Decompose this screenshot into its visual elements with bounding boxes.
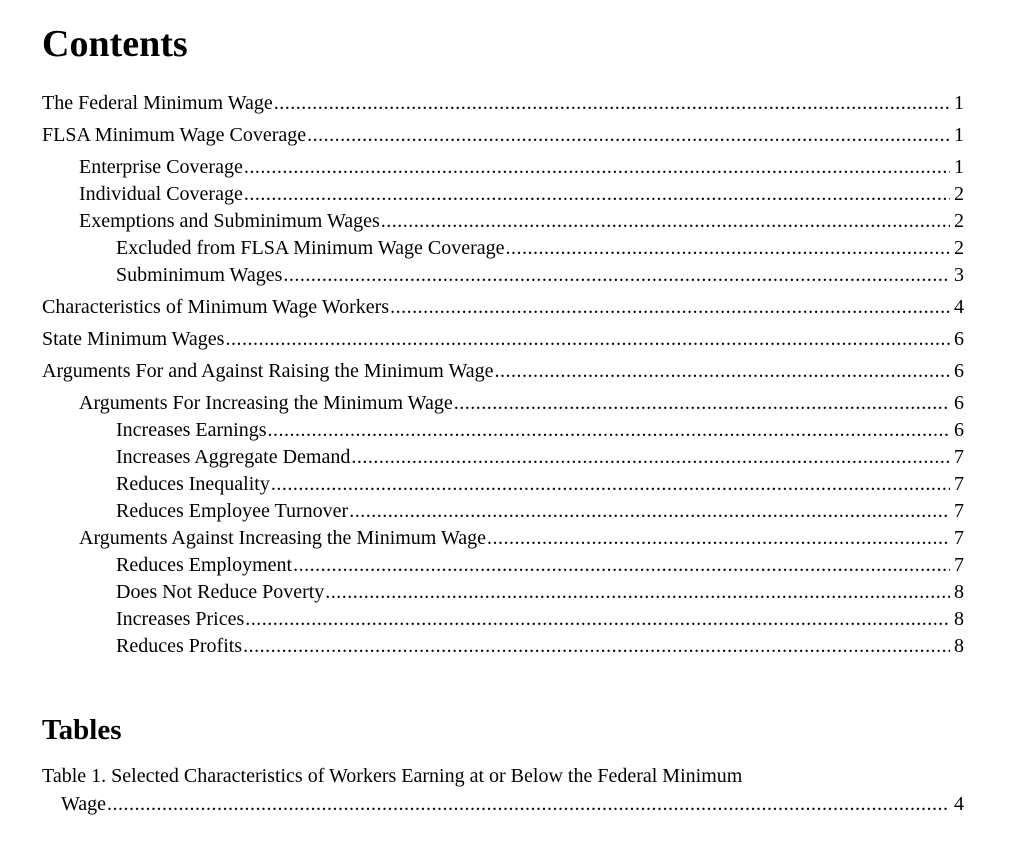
- toc-dot-leader: [244, 154, 950, 180]
- table-list-entry[interactable]: [42, 762, 964, 818]
- toc-entry[interactable]: [42, 471, 964, 498]
- toc-entry-page-number: 8: [954, 635, 964, 657]
- toc-entry-title: Does Not Reduce Poverty: [116, 581, 325, 603]
- toc-entry[interactable]: [42, 606, 964, 633]
- toc-dot-leader: [495, 358, 950, 384]
- toc-entry-title: Arguments For and Against Raising the Minimum Wage: [42, 360, 494, 382]
- toc-entry-page-number: 7: [954, 473, 964, 495]
- toc-dot-leader: [390, 294, 950, 320]
- toc-entry-title: Excluded from FLSA Minimum Wage Coverage: [116, 237, 505, 259]
- toc-entry-title: Exemptions and Subminimum Wages: [79, 210, 380, 232]
- toc-entry-title: Increases Aggregate Demand: [116, 446, 351, 468]
- toc-entry[interactable]: [42, 154, 964, 181]
- toc-dot-leader: [225, 326, 950, 352]
- table-of-contents: [42, 90, 964, 660]
- toc-entry-title: State Minimum Wages: [42, 328, 225, 350]
- toc-entry-page-number: 1: [954, 124, 964, 146]
- toc-entry-page-number: 7: [954, 527, 964, 549]
- toc-entry-page-number: 2: [954, 183, 964, 205]
- toc-entry[interactable]: [42, 235, 964, 262]
- toc-dot-leader: [351, 444, 950, 470]
- toc-entry-title: Enterprise Coverage: [79, 156, 243, 178]
- toc-entry[interactable]: [42, 358, 964, 385]
- toc-entry[interactable]: [42, 525, 964, 552]
- toc-entry-page-number: 8: [954, 581, 964, 603]
- toc-entry[interactable]: [42, 417, 964, 444]
- toc-entry[interactable]: [42, 122, 964, 149]
- toc-entry[interactable]: [42, 90, 964, 117]
- toc-entry-title: FLSA Minimum Wage Coverage: [42, 124, 307, 146]
- toc-entry-page-number: 7: [954, 554, 964, 576]
- toc-entry-page-number: 3: [954, 264, 964, 286]
- table-entry-title-continuation: Wage: [61, 793, 107, 815]
- toc-entry-page-number: 7: [954, 500, 964, 522]
- toc-entry[interactable]: [42, 294, 964, 321]
- toc-dot-leader: [454, 390, 950, 416]
- toc-entry-title: Individual Coverage: [79, 183, 243, 205]
- toc-entry-title: Reduces Employee Turnover: [116, 500, 349, 522]
- toc-entry[interactable]: [42, 444, 964, 471]
- toc-entry-page-number: 1: [954, 156, 964, 178]
- toc-entry[interactable]: [42, 579, 964, 606]
- toc-entry-page-number: 2: [954, 237, 964, 259]
- toc-entry[interactable]: [42, 498, 964, 525]
- toc-entry-page-number: 4: [954, 296, 964, 318]
- tables-heading: Tables: [42, 714, 122, 746]
- toc-entry-page-number: 6: [954, 392, 964, 414]
- toc-entry[interactable]: [42, 552, 964, 579]
- toc-entry-title: Reduces Profits: [116, 635, 243, 657]
- toc-entry[interactable]: [42, 390, 964, 417]
- toc-entry-title: Increases Earnings: [116, 419, 267, 441]
- toc-dot-leader: [487, 525, 950, 551]
- toc-dot-leader: [245, 606, 950, 632]
- toc-entry[interactable]: [42, 633, 964, 660]
- list-of-tables: [42, 762, 964, 818]
- toc-entry[interactable]: [42, 262, 964, 289]
- toc-dot-leader: [506, 235, 950, 261]
- toc-entry-title: Increases Prices: [116, 608, 245, 630]
- table-entry-title-line-1: Table 1. Selected Characteristics of Workers Earning at or Below the Federal Minimum: [42, 765, 743, 787]
- toc-dot-leader: [381, 208, 950, 234]
- toc-entry-title: Arguments For Increasing the Minimum Wage: [79, 392, 453, 414]
- toc-dot-leader: [268, 417, 951, 443]
- toc-entry-page-number: 6: [954, 360, 964, 382]
- toc-dot-leader: [271, 471, 950, 497]
- toc-entry[interactable]: [42, 326, 964, 353]
- toc-entry-title: Reduces Employment: [116, 554, 293, 576]
- toc-entry-title: Characteristics of Minimum Wage Workers: [42, 296, 390, 318]
- table-entry-page-number: 4: [954, 793, 964, 815]
- toc-dot-leader: [274, 90, 950, 116]
- toc-dot-leader: [243, 633, 950, 659]
- toc-entry-title: Arguments Against Increasing the Minimum Wage: [79, 527, 487, 549]
- toc-entry[interactable]: [42, 181, 964, 208]
- table-entry-title-line-2: [42, 790, 964, 818]
- toc-dot-leader: [307, 122, 950, 148]
- toc-dot-leader: [325, 579, 950, 605]
- toc-entry-page-number: 1: [954, 92, 964, 114]
- toc-entry-page-number: 7: [954, 446, 964, 468]
- toc-entry-title: The Federal Minimum Wage: [42, 92, 273, 114]
- toc-dot-leader: [107, 790, 950, 818]
- toc-entry-title: Reduces Inequality: [116, 473, 270, 495]
- toc-dot-leader: [244, 181, 950, 207]
- toc-dot-leader: [283, 262, 950, 288]
- toc-entry-page-number: 8: [954, 608, 964, 630]
- toc-entry-page-number: 6: [954, 419, 964, 441]
- contents-heading: Contents: [42, 23, 188, 65]
- toc-dot-leader: [349, 498, 950, 524]
- toc-entry-title: Subminimum Wages: [116, 264, 283, 286]
- toc-entry-page-number: 6: [954, 328, 964, 350]
- toc-entry[interactable]: [42, 208, 964, 235]
- toc-dot-leader: [293, 552, 950, 578]
- toc-entry-page-number: 2: [954, 210, 964, 232]
